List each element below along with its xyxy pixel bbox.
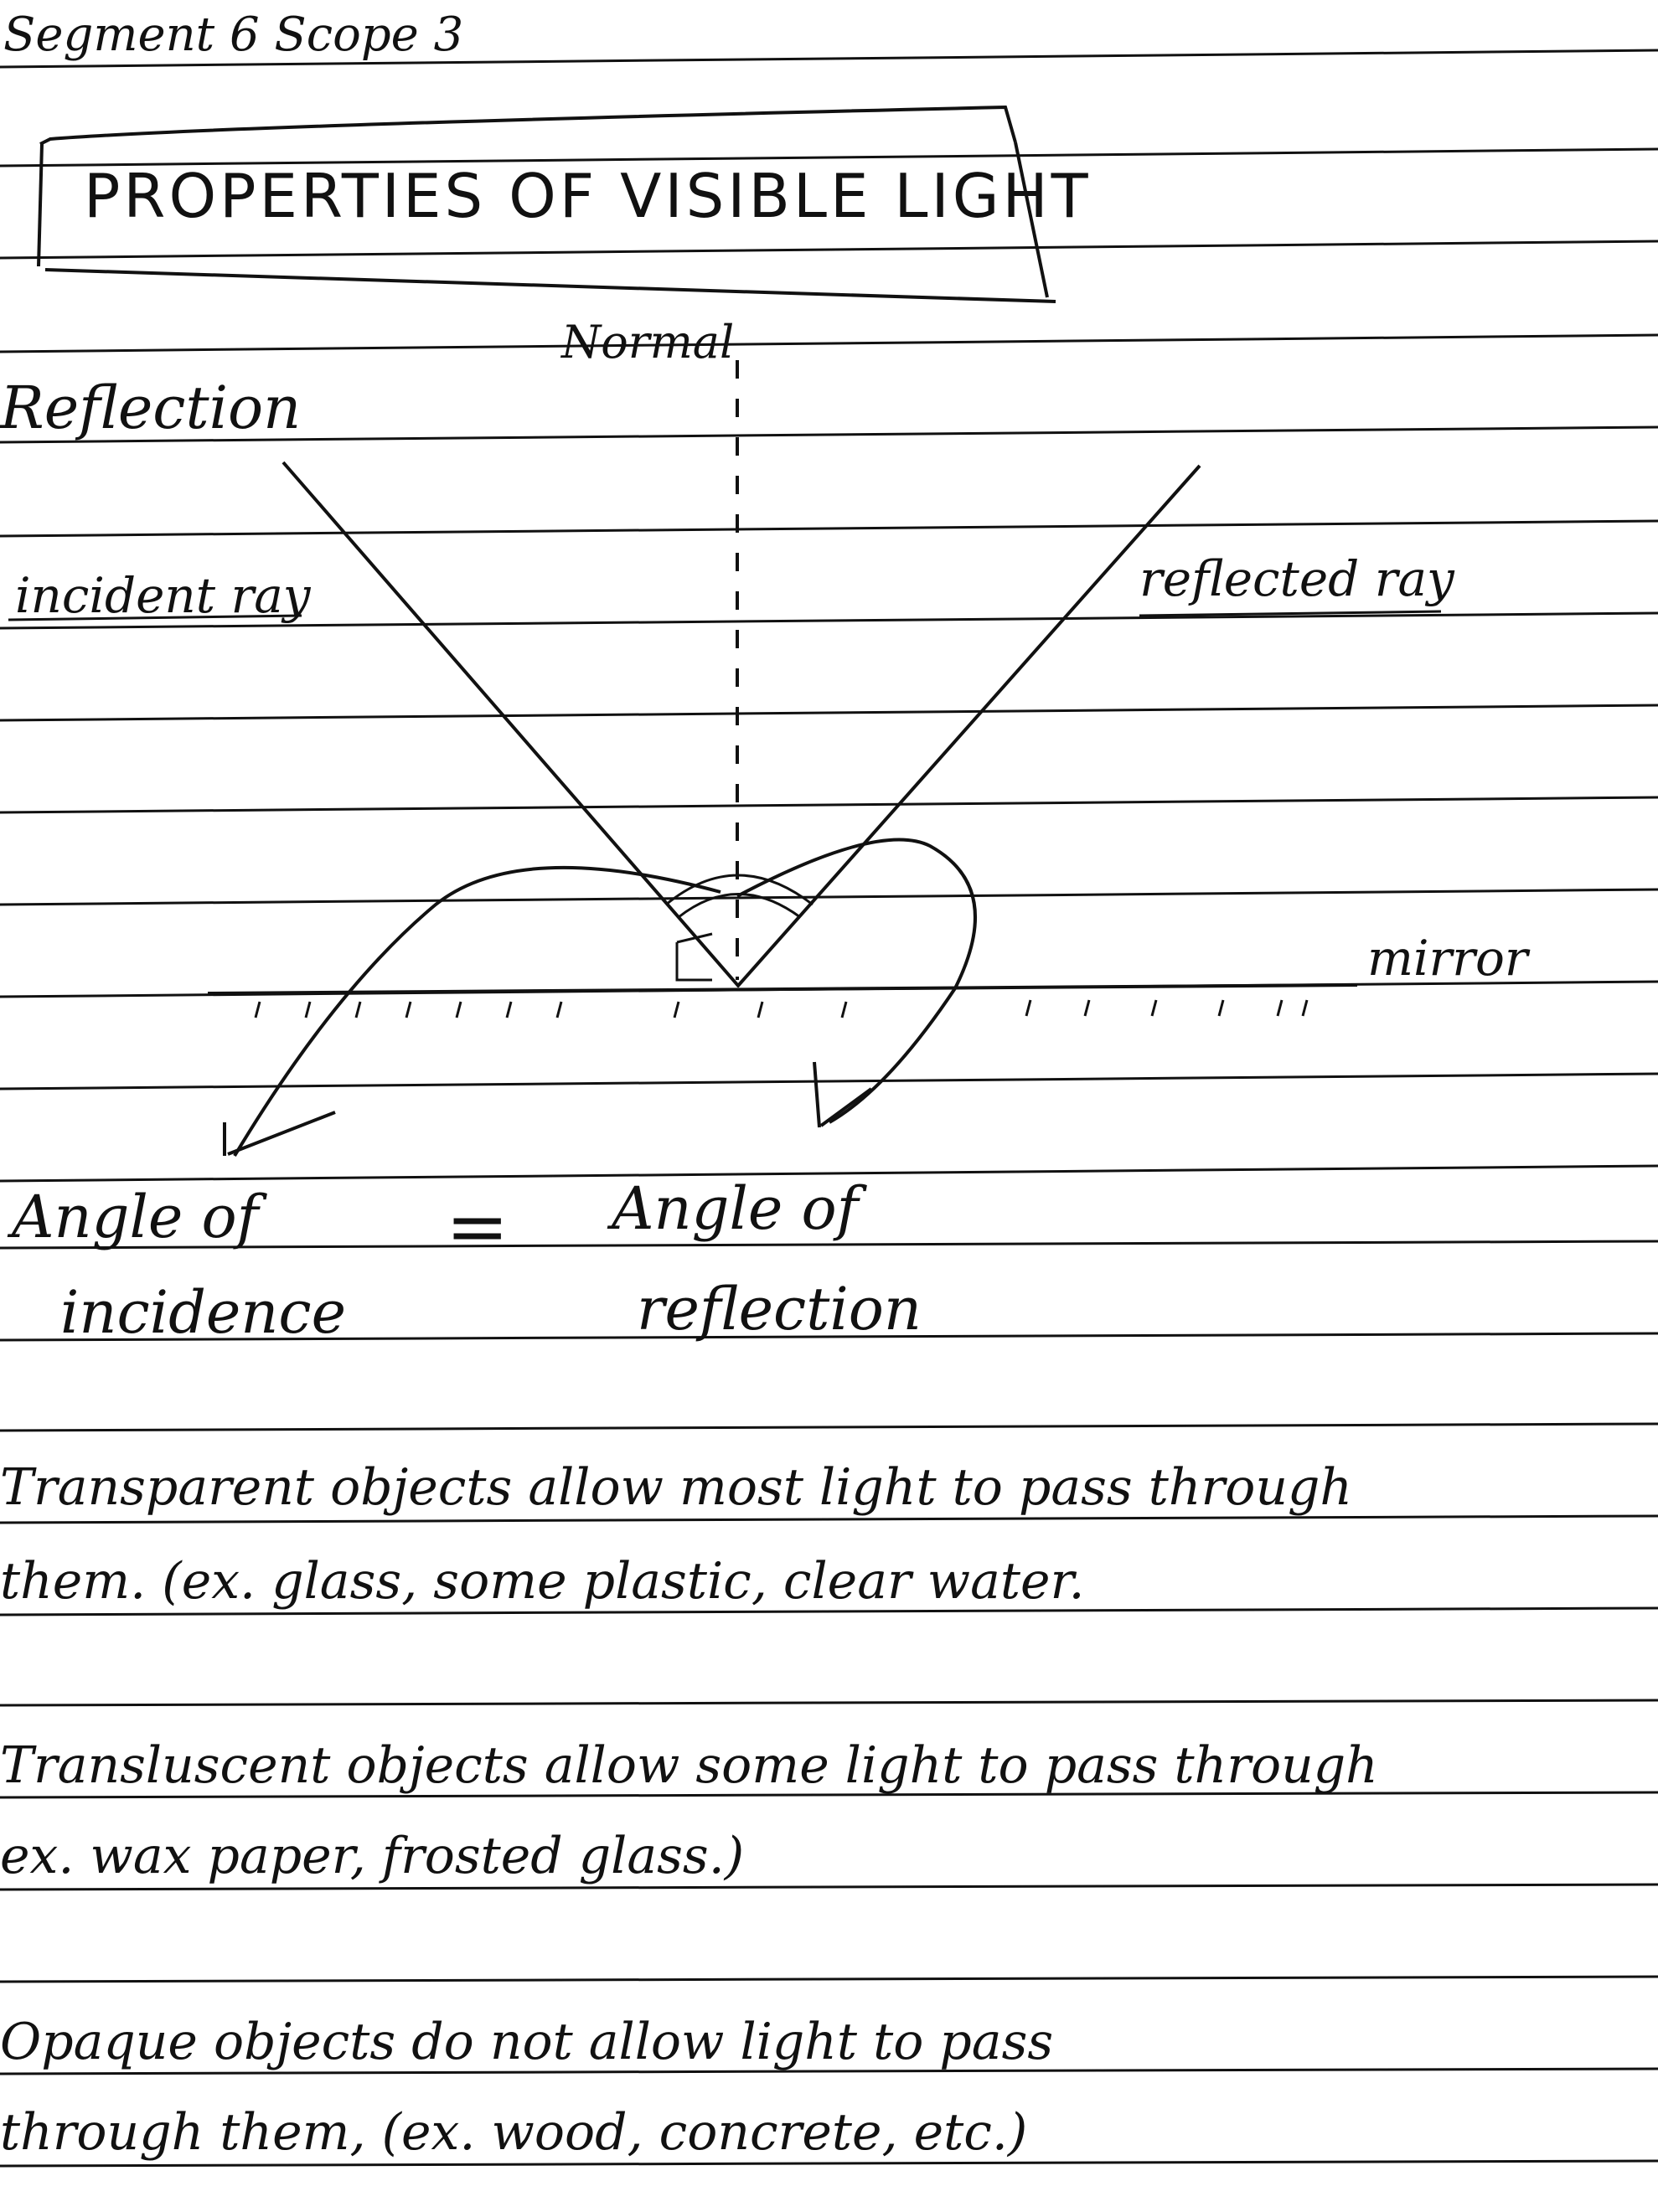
incident-ray-label: incident ray [15, 567, 311, 624]
reflected-ray-label: reflected ray [1139, 550, 1454, 607]
translucent-note-line1: Transluscent objects allow some light to pass through [0, 1736, 1378, 1795]
normal-label: Normal [561, 316, 735, 369]
transparent-note-line2: them. (ex. glass, some plastic, clear water. [0, 1552, 1085, 1611]
translucent-note-line2: ex. wax paper, frosted glass.) [0, 1827, 745, 1885]
opaque-note-line2: through them, (ex. wood, concrete, etc.) [0, 2103, 1028, 2162]
angle-incidence-line1: Angle of [12, 1183, 259, 1251]
angle-reflection-line2: reflection [637, 1275, 922, 1343]
mirror-line [208, 985, 1357, 993]
mirror-label: mirror [1367, 930, 1528, 987]
section-heading: Reflection [0, 374, 302, 442]
curved-arrows [225, 840, 975, 1157]
reflected-ray [737, 466, 1200, 987]
equals-sign: = [446, 1183, 509, 1271]
transparent-note-line1: Transparent objects allow most light to pass through [0, 1458, 1353, 1517]
incident-ray [283, 462, 739, 987]
mirror-hatch [256, 1000, 1307, 1018]
page-title: PROPERTIES OF VISIBLE LIGHT [84, 161, 1092, 231]
angle-incidence-line2: incidence [60, 1278, 347, 1347]
page-header: Segment 6 Scope 3 [3, 8, 464, 62]
opaque-note-line1: Opaque objects do not allow light to pass [0, 2013, 1054, 2071]
angle-reflection-line1: Angle of [612, 1174, 859, 1243]
